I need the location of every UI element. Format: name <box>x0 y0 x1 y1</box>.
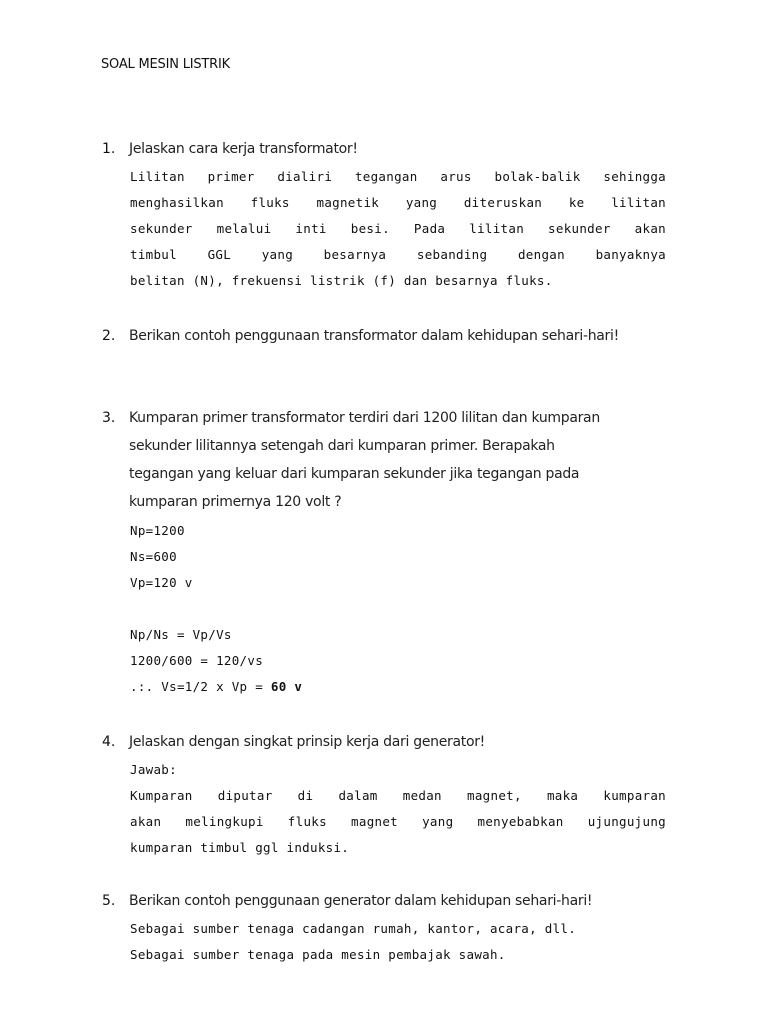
question-1-number: 1. <box>102 141 116 157</box>
answer-4-line-1: Jawab: <box>130 762 177 777</box>
answer-3-line-5: 1200/600 = 120/vs <box>130 653 264 668</box>
answer-3-formula: .:. Vs=1/2 x Vp = <box>130 679 271 694</box>
page-title: SOAL MESIN LISTRIK <box>101 57 230 72</box>
question-5-number: 5. <box>102 893 116 909</box>
answer-1-line-4: timbul GGL yang besarnya sebanding dengan banyaknya <box>130 247 666 262</box>
question-2-text: Berikan contoh penggunaan transformator dalam kehidupan sehari-hari! <box>129 328 619 344</box>
answer-3-line-2: Ns=600 <box>130 549 177 564</box>
question-2-number: 2. <box>102 328 116 344</box>
question-3-text-line-1: Kumparan primer transformator terdiri dari 1200 lilitan dan kumparan <box>129 410 600 426</box>
answer-3-line-3: Vp=120 v <box>130 575 193 590</box>
answer-3-result: 60 v <box>270 679 303 694</box>
question-4-text: Jelaskan dengan singkat prinsip kerja dari generator! <box>129 734 485 750</box>
answer-3-line-4: Np/Ns = Vp/Vs <box>130 627 232 642</box>
answer-1-line-2: menghasilkan fluks magnetik yang diteruskan ke lilitan <box>130 195 666 210</box>
answer-1-line-3: sekunder melalui inti besi. Pada lilitan sekunder akan <box>130 221 666 236</box>
question-1-text: Jelaskan cara kerja transformator! <box>129 141 358 157</box>
question-3-text-line-4: kumparan primernya 120 volt ? <box>129 494 342 510</box>
question-3-text-line-2: sekunder lilitannya setengah dari kumparan primer. Berapakah <box>129 438 555 454</box>
answer-4-line-4: kumparan timbul ggl induksi. <box>130 840 350 855</box>
question-3-text-line-3: tegangan yang keluar dari kumparan sekunder jika tegangan pada <box>129 466 580 482</box>
answer-3-line-6 <box>130 679 666 694</box>
question-3-number: 3. <box>102 410 116 426</box>
answer-4-line-3: akan melingkupi fluks magnet yang menyebabkan ujungujung <box>130 814 666 829</box>
answer-1-line-1: Lilitan primer dialiri tegangan arus bolak-balik sehingga <box>130 169 666 184</box>
answer-4-line-2: Kumparan diputar di dalam medan magnet, maka kumparan <box>130 788 666 803</box>
question-4-number: 4. <box>102 734 116 750</box>
answer-3-line-1: Np=1200 <box>130 523 185 538</box>
answer-1-line-5: belitan (N), frekuensi listrik (f) dan besarnya fluks. <box>130 273 553 288</box>
question-5-text: Berikan contoh penggunaan generator dalam kehidupan sehari-hari! <box>129 893 593 909</box>
answer-5-line-2: Sebagai sumber tenaga pada mesin pembajak sawah. <box>130 947 506 962</box>
answer-5-line-1: Sebagai sumber tenaga cadangan rumah, kantor, acara, dll. <box>130 921 577 936</box>
